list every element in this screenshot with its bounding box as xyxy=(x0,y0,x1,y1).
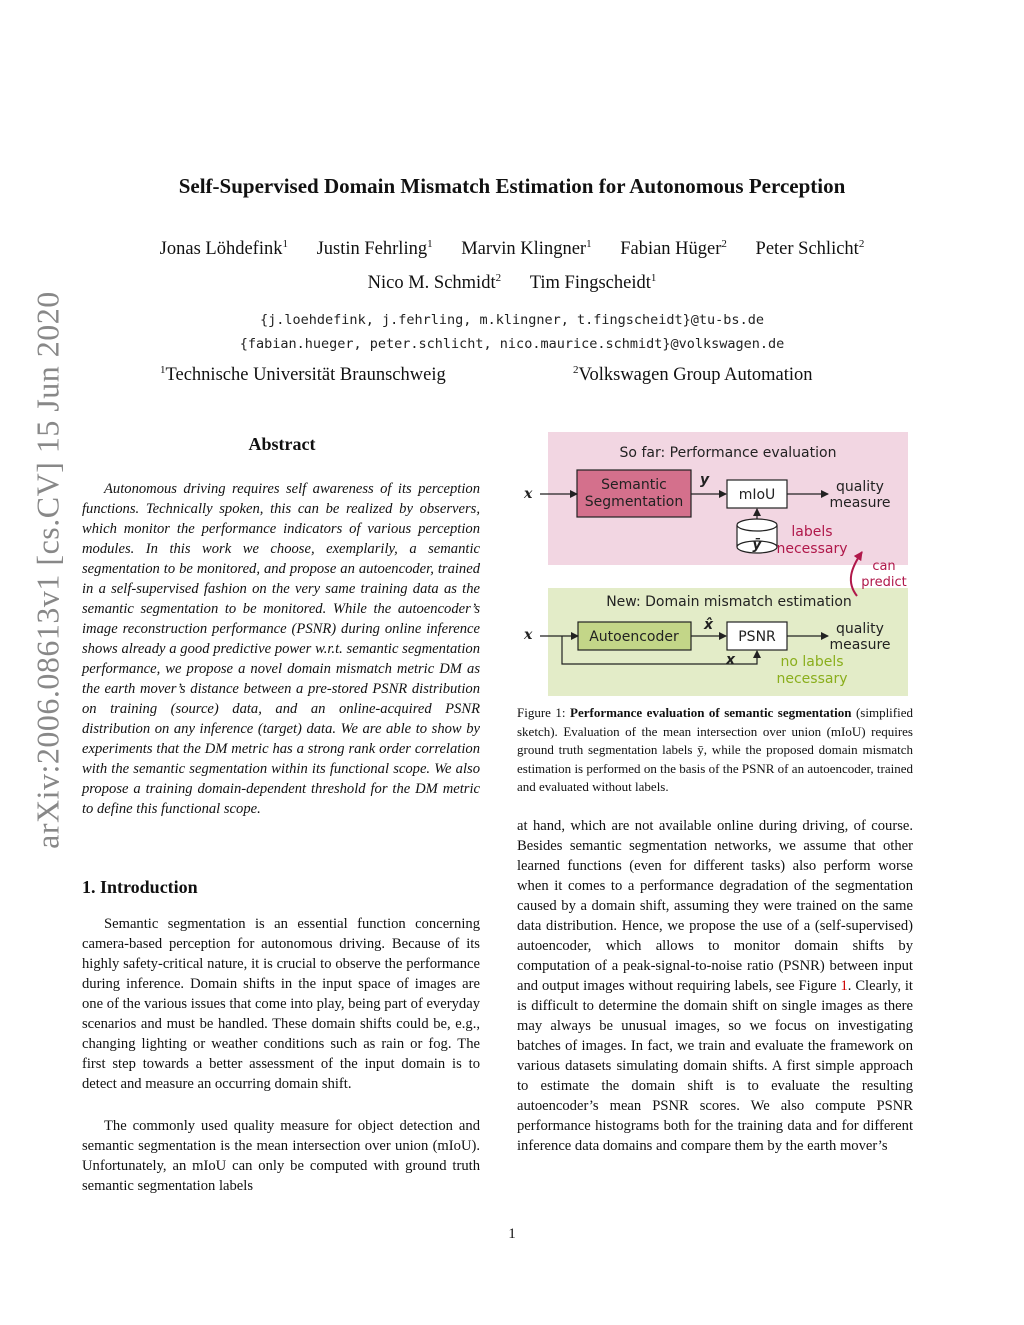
figure-1-svg xyxy=(548,432,910,698)
caption-text: (simplified sketch). Evaluation of the mean intersection over union (mIoU) requires ground truth segmentation labels ȳ, while the proposed domain mismatch estimation is performed on the basis of the PSNR of an autoencoder, trained and evaluated without labels. xyxy=(517,705,913,794)
author: Justin Fehrling$^1$ xyxy=(316,238,433,260)
figure-1-caption xyxy=(517,704,913,797)
input-x-top-label: x xyxy=(524,486,533,502)
intro-paragraph-2: The commonly used quality measure for object detection and semantic segmentation is the mean intersection over union (mIoU). Unfortunately, an mIoU can only be computed with ground truth semantic segmentation labels xyxy=(82,1118,480,1194)
right-column-text-part2: . Clearly, it is difficult to determine the domain shift on single images as there may always be unusual images, so we focus on investigating batches of images. In fact, we train and evaluate the framework on various datasets simulating domain shifts. A first simple approach to estimate the domain shift is to evaluate the resulting autoencoder’s mean PSNR scores. We also compute PSNR performance histograms both for the training data and for different inference data domains and compare them by the earth mover’s xyxy=(517,978,913,1154)
labels-necessary-line1: labels xyxy=(791,524,833,540)
psnr-label: PSNR xyxy=(738,629,776,645)
author: Fabian Hüger$^2$ xyxy=(620,238,727,260)
right-column-text xyxy=(517,816,913,1156)
affiliation-1: $^1$Technische Universität Braunschweig xyxy=(160,364,446,386)
quality-measure-bottom-line1: quality xyxy=(836,621,884,637)
figure-1-reference-link[interactable]: 1 xyxy=(840,978,848,994)
arxiv-side-label xyxy=(8,180,88,960)
arxiv-identifier: arXiv:2006.08613v1 [cs.CV] 15 Jun 2020 xyxy=(29,291,66,849)
intro-paragraph-1: Semantic segmentation is an essential function concerning camera-based perception for autonomous driving. Because of its highly safety-critical nature, it is crucial to observe the performance during inference. Domain shifts in the input space of images are one of the various issues that come into play, being part of everyday scenarios and must be handled. These domain shifts could be, e.g., changing lighting or weather conditions such as rain or fog. The first step towards a better assessment of the input domain is to detect and measure an occurring domain shift. xyxy=(82,916,480,1092)
page-number: 1 xyxy=(508,1226,516,1242)
quality-measure-bottom-line2: measure xyxy=(829,637,891,653)
author: Jonas Löhdefink$^1$ xyxy=(159,238,288,260)
author: Tim Fingscheidt$^1$ xyxy=(529,272,657,294)
bottom-panel-title: New: Domain mismatch estimation xyxy=(606,594,852,610)
semantic-segmentation-line1: Semantic xyxy=(601,477,667,493)
author-row-1 xyxy=(0,238,1024,260)
input-x-bottom-label: x xyxy=(524,627,533,643)
var-xhat: x̂ xyxy=(704,617,714,633)
caption-bold: Performance evaluation of semantic segmentation xyxy=(570,705,852,720)
author: Peter Schlicht$^2$ xyxy=(755,238,865,260)
caption-label: Figure 1: xyxy=(517,705,566,720)
input-arrows xyxy=(536,480,580,650)
no-labels-line2: necessary xyxy=(776,671,848,687)
autoencoder-label: Autoencoder xyxy=(589,629,679,645)
quality-measure-top-line2: measure xyxy=(829,495,891,511)
abstract-text: Autonomous driving requires self awareness of its perception functions. Technically spoken, this can be realized by observers, which monitor the performance indicators of various perception modules. In this work we choose, exemplarily, a semantic segmentation to be monitored, and propose an autoencoder, trained in a self-supervised fashion on the very same training data as the semantic segmentation to be monitored. While the autoencoder’s image reconstruction performance (PSNR) during online inference shows already a good predictive power w.r.t. semantic segmentation performance, we propose a novel domain mismatch metric DM as the earth mover’s distance between a pre-stored PSNR distribution on training (source) data, and an online-acquired PSNR distribution on any inference (target) data. We are able to show by experiments that the DM metric has a strong rank order correlation with the semantic segmentation within its functional scope. We also propose a training domain-dependent threshold for the DM metric to define this functional scope. xyxy=(82,481,480,817)
labels-necessary-line2: necessary xyxy=(776,541,848,557)
var-ybar: ȳ xyxy=(752,537,762,553)
var-x-skip: x xyxy=(726,652,736,668)
var-y: y xyxy=(700,472,710,488)
affiliation-2: $^2$Volkswagen Group Automation xyxy=(573,364,813,386)
can-predict-line1: can xyxy=(872,559,896,574)
top-panel-title: So far: Performance evaluation xyxy=(619,445,837,461)
author: Marvin Klingner$^1$ xyxy=(461,238,592,260)
author-row-2 xyxy=(0,272,1024,294)
email-line-1: {j.loehdefink, j.fehrling, m.klingner, t.fingscheidt}@tu-bs.de xyxy=(260,312,764,328)
section-heading-introduction: 1. Introduction xyxy=(82,877,198,897)
abstract-heading: Abstract xyxy=(248,434,316,454)
semantic-segmentation-line2: Segmentation xyxy=(584,494,684,510)
paper-title: Self-Supervised Domain Mismatch Estimation for Autonomous Perception xyxy=(178,174,846,198)
no-labels-line1: no labels xyxy=(780,654,844,670)
miou-label: mIoU xyxy=(738,487,776,503)
can-predict-line2: predict xyxy=(861,575,907,590)
right-column-text-part1: at hand, which are not available online during driving, of course. Besides semantic segmentation networks, we assume that other learned functions (even for different tasks) also perform worse when it comes to a performance degradation of the segmentation caused by a domain shift, assuming they were trained on the same data distribution. Hence, we propose the use of a (self-supervised) autoencoder, which allows to monitor domain shifts by computation of a peak-signal-to-noise ratio (PSNR) between input and output images without requiring labels, see Figure xyxy=(517,818,913,994)
author: Nico M. Schmidt$^2$ xyxy=(367,272,502,294)
figure-1-diagram xyxy=(548,432,910,698)
email-line-2: {fabian.hueger, peter.schlicht, nico.maurice.schmidt}@volkswagen.de xyxy=(239,336,785,352)
quality-measure-top-line1: quality xyxy=(836,479,884,495)
input-arrows-svg xyxy=(536,480,580,650)
